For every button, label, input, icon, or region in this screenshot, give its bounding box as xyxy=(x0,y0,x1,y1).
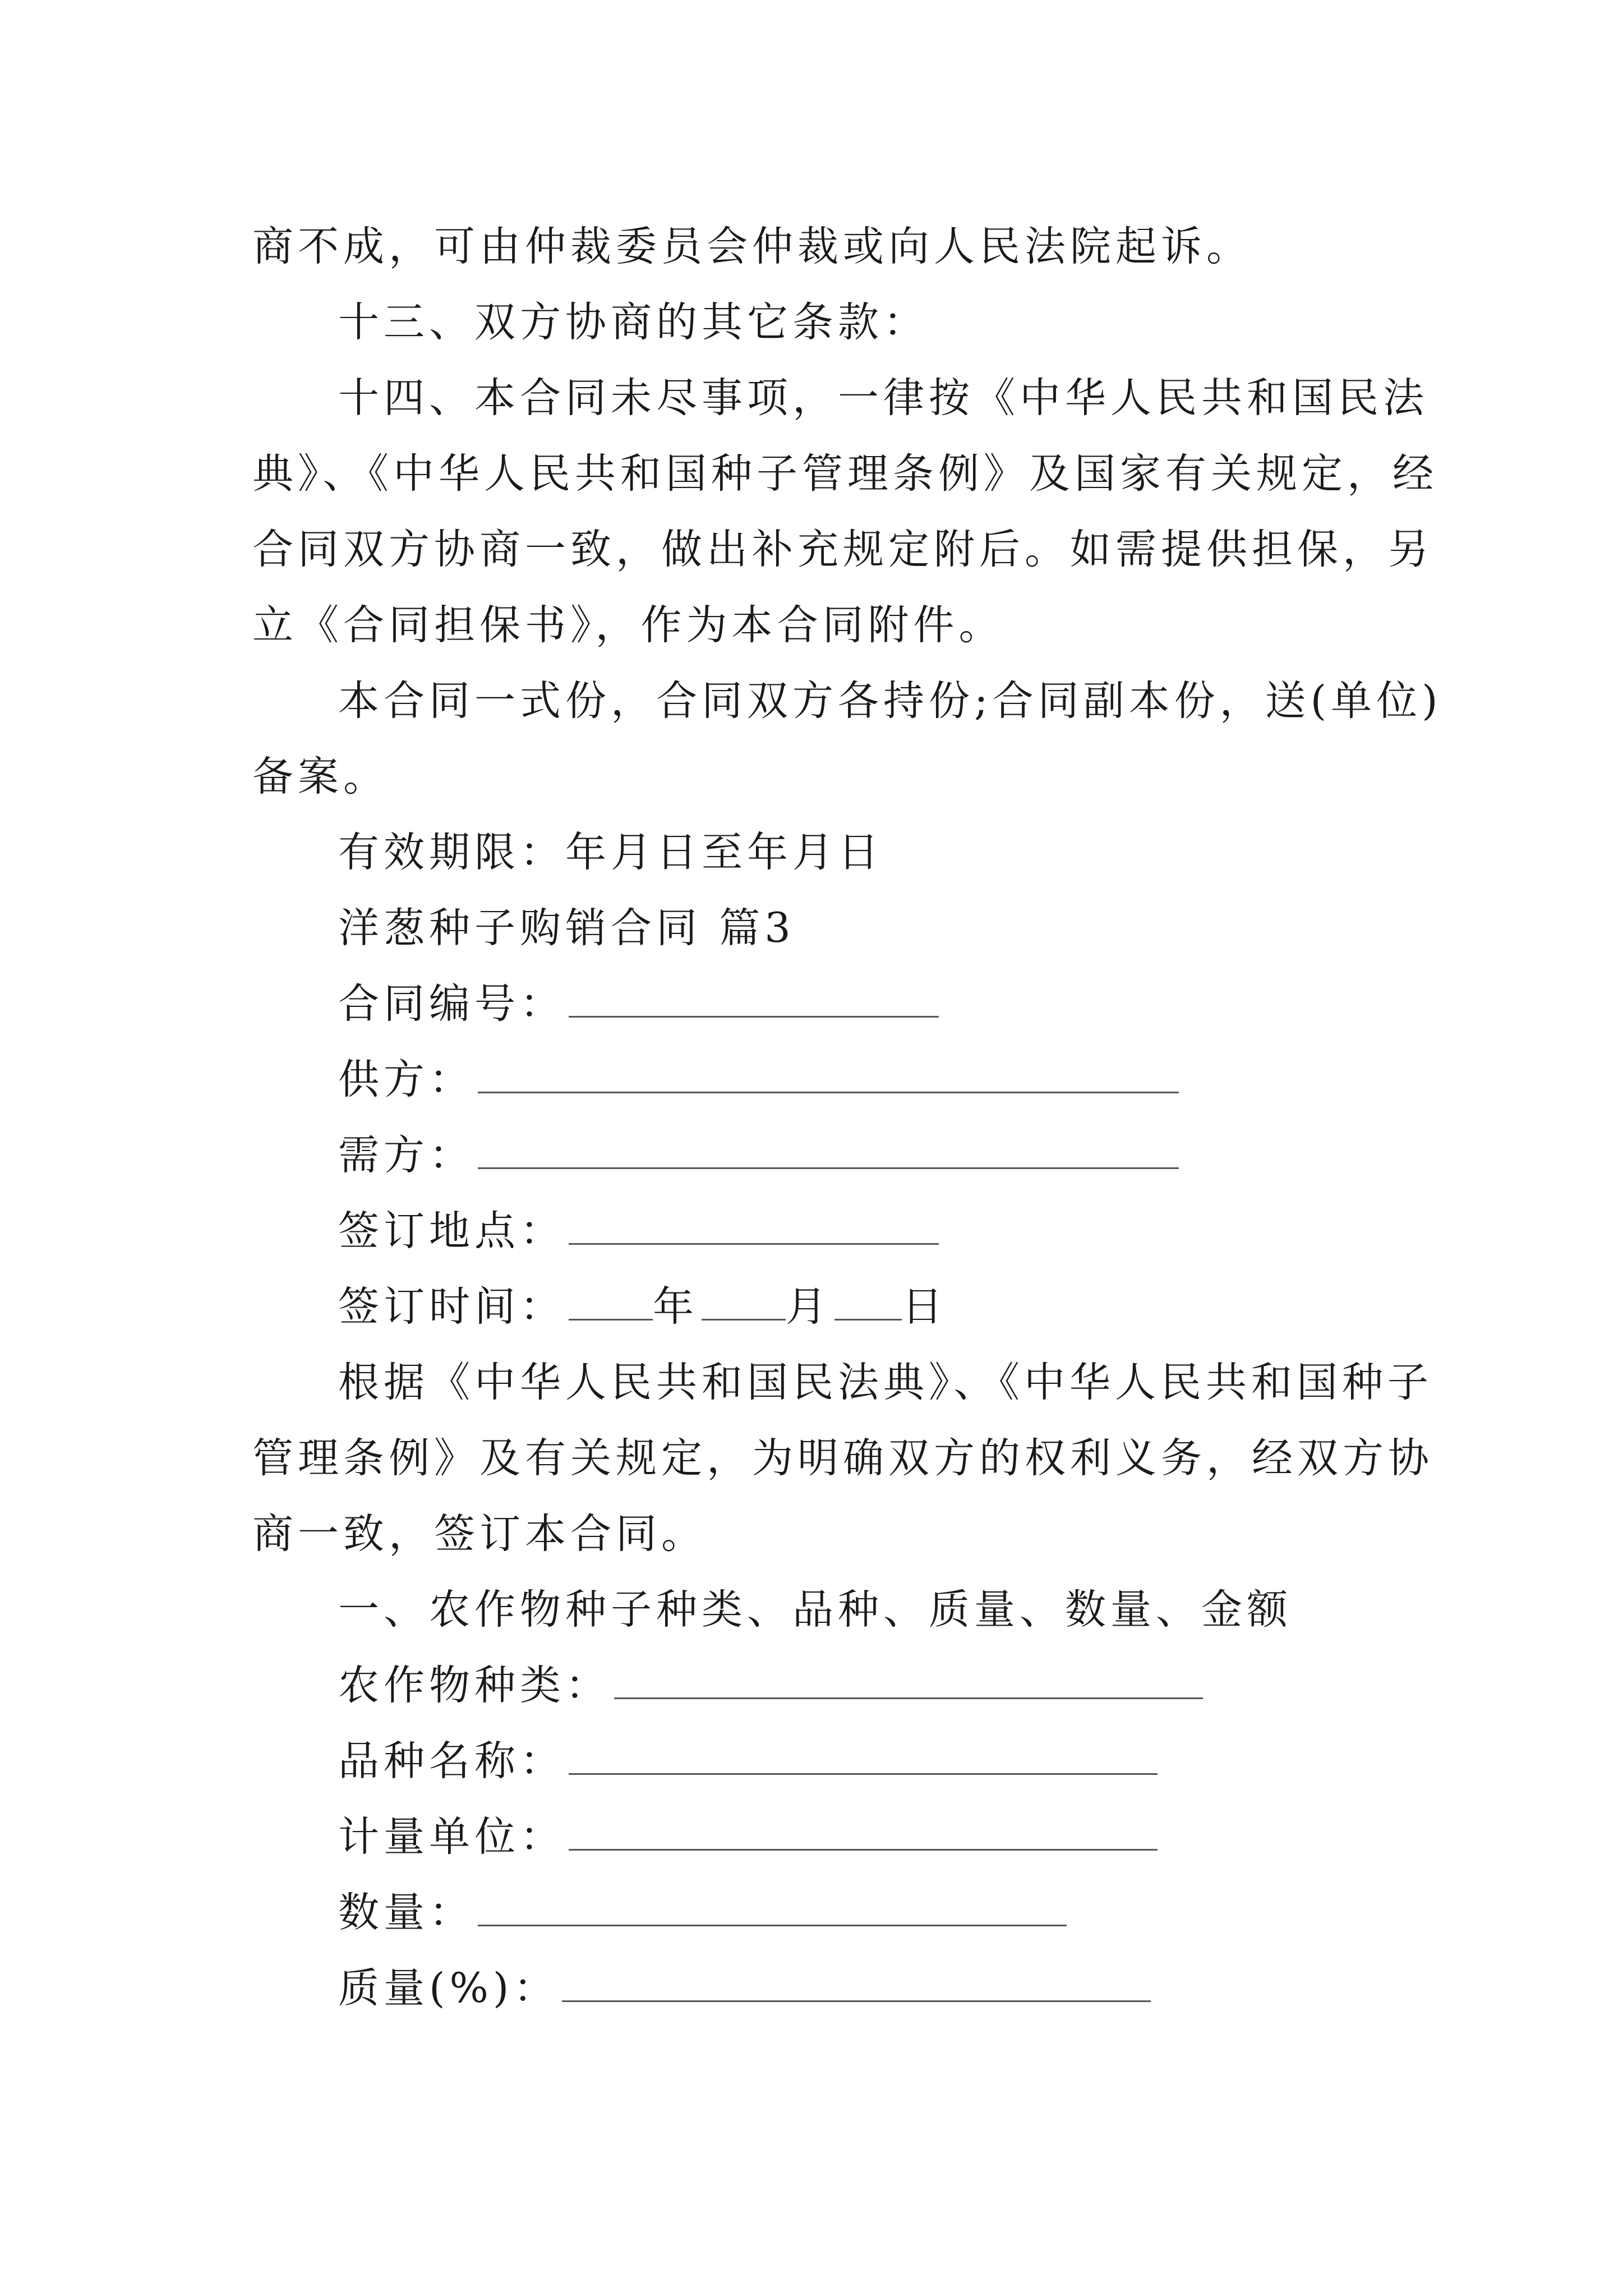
day-blank[interactable] xyxy=(834,1286,902,1320)
buyer-label: 需方： xyxy=(338,1131,474,1179)
place-row xyxy=(338,1206,939,1257)
text-line-8: 备案。 xyxy=(252,753,389,800)
supplier-blank[interactable] xyxy=(478,1059,1179,1093)
text-line-12: 管理条例》及有关规定，为明确双方的权利义务，经双方协 xyxy=(252,1434,1433,1482)
day-label: 日 xyxy=(902,1283,947,1331)
text-line-5: 合同双方协商一致，做出补充规定附后。如需提供担保，另 xyxy=(252,526,1433,573)
text-line-7: 本合同一式份，合同双方各持份;合同副本份，送(单位) xyxy=(338,677,1442,725)
supplier-row xyxy=(338,1055,1179,1105)
place-label: 签订地点： xyxy=(338,1207,565,1255)
text-line-1: 商不成，可由仲裁委员会仲裁或向人民法院起诉。 xyxy=(252,223,1252,270)
supplier-label: 供方： xyxy=(338,1056,474,1103)
quantity-row xyxy=(338,1888,1067,1938)
quality-blank[interactable] xyxy=(562,1968,1151,2002)
unit-row xyxy=(338,1812,1158,1862)
contract-number-row xyxy=(338,979,939,1029)
clause-1-heading: 一、农作物种子种类、品种、质量、数量、金额 xyxy=(338,1586,1292,1634)
text-line-6: 立《合同担保书》，作为本合同附件。 xyxy=(252,601,1004,649)
crop-type-blank[interactable] xyxy=(614,1665,1203,1699)
quality-row xyxy=(338,1963,1151,2014)
buyer-blank[interactable] xyxy=(478,1135,1179,1169)
crop-type-label: 农作物种类： xyxy=(338,1662,611,1709)
validity-line: 有效期限：年月日至年月日 xyxy=(338,829,883,876)
unit-label: 计量单位： xyxy=(338,1813,565,1861)
year-blank[interactable] xyxy=(569,1286,653,1320)
quality-label: 质量(%)： xyxy=(338,1964,559,2012)
section-title: 洋葱种子购销合同 篇3 xyxy=(338,904,795,952)
text-line-11: 根据《中华人民共和国民法典》、《中华人民共和国种子 xyxy=(338,1359,1433,1406)
quantity-label: 数量： xyxy=(338,1889,474,1936)
month-label: 月 xyxy=(786,1283,831,1331)
text-line-13: 商一致，签订本合同。 xyxy=(252,1510,707,1558)
buyer-row xyxy=(338,1130,1179,1181)
time-row xyxy=(338,1282,947,1332)
year-label: 年 xyxy=(653,1283,698,1331)
variety-row xyxy=(338,1736,1158,1787)
variety-label: 品种名称： xyxy=(338,1737,565,1785)
time-label: 签订时间： xyxy=(338,1283,565,1331)
contract-number-blank[interactable] xyxy=(569,983,939,1018)
variety-blank[interactable] xyxy=(569,1741,1158,1775)
contract-number-label: 合同编号： xyxy=(338,980,565,1028)
unit-blank[interactable] xyxy=(569,1816,1158,1851)
text-line-2: 十三、双方协商的其它条款： xyxy=(338,298,929,346)
quantity-blank[interactable] xyxy=(478,1892,1067,1926)
place-blank[interactable] xyxy=(569,1211,939,1245)
text-line-4: 典》、《中华人民共和国种子管理条例》及国家有关规定，经 xyxy=(252,450,1438,498)
crop-type-row xyxy=(338,1660,1203,1711)
month-blank[interactable] xyxy=(702,1286,786,1320)
text-line-3: 十四、本合同未尽事项，一律按《中华人民共和国民法 xyxy=(338,374,1428,422)
